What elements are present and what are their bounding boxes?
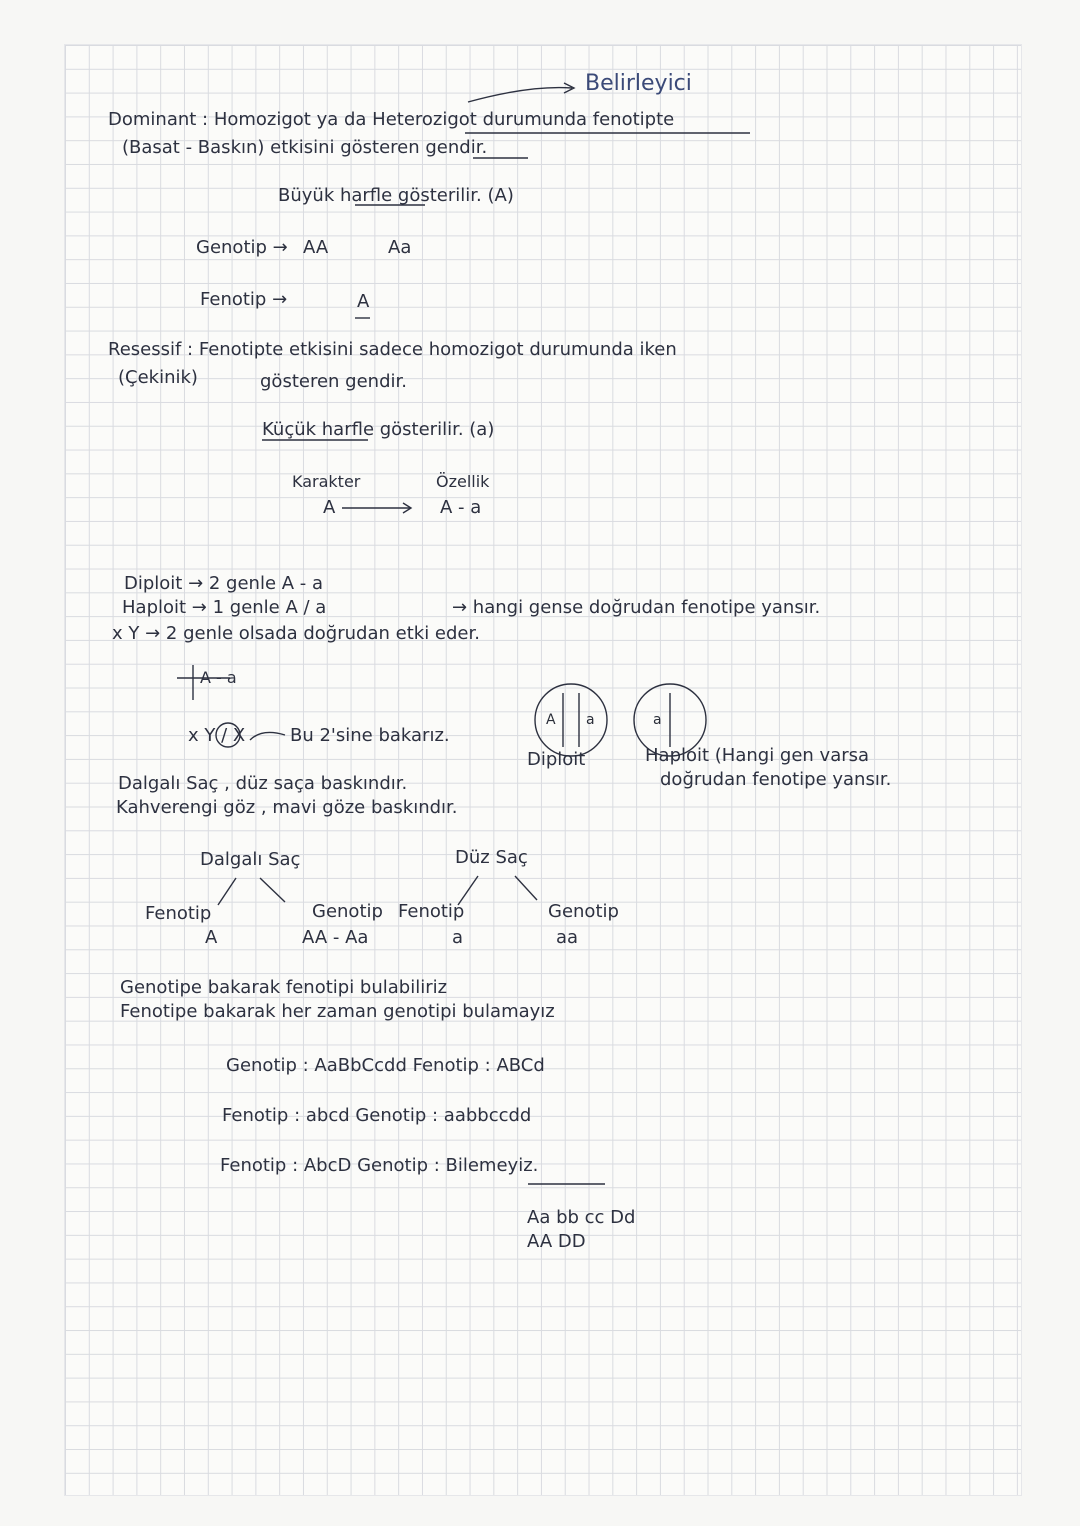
example-line-1: Dalgalı Saç , düz saça baskındır. bbox=[118, 773, 408, 794]
rule-example-3: Fenotip : AbcD Genotip : Bilemeyiz. bbox=[220, 1155, 539, 1176]
haploit-note: → hangi gense doğrudan fenotipe yansır. bbox=[452, 597, 821, 618]
karakter-value: A bbox=[323, 497, 336, 518]
chromosome-label: A - a bbox=[200, 668, 237, 687]
resessif-lowercase-note: Küçük harfle gösterilir. (a) bbox=[262, 419, 495, 440]
resessif-cekinik-label: (Çekinik) bbox=[118, 367, 198, 388]
belirleyici-note: Belirleyici bbox=[585, 71, 692, 96]
dominant-definition-line1: Dominant : Homozigot ya da Heterozigot durumunda fenotipte bbox=[108, 109, 675, 130]
duz-fenotip-value: a bbox=[452, 927, 464, 948]
rule-line-1: Genotipe bakarak fenotipi bulabiliriz bbox=[120, 977, 448, 998]
dalgali-fenotip-label: Fenotip bbox=[145, 903, 212, 924]
fenotip-label: Fenotip → bbox=[200, 289, 288, 310]
duz-genotip-value: aa bbox=[556, 927, 579, 948]
resessif-definition-line1: Resessif : Fenotipte etkisini sadece homozigot durumunda iken bbox=[108, 339, 677, 360]
genotip-value-1: AA bbox=[303, 237, 329, 258]
dalgali-genotip-value: AA - Aa bbox=[302, 927, 369, 948]
options-row-1: Aa bb cc Dd bbox=[527, 1207, 636, 1228]
diploit-cell-label: Diploit bbox=[527, 749, 586, 770]
fenotip-value: A bbox=[357, 291, 370, 312]
genotip-label: Genotip → bbox=[196, 237, 288, 258]
dalgali-genotip-label: Genotip bbox=[312, 901, 383, 922]
rule-example-1: Genotip : AaBbCcdd Fenotip : ABCd bbox=[226, 1055, 545, 1076]
options-row-2: AA DD bbox=[527, 1231, 586, 1252]
diploit-cell-allele-1: A bbox=[546, 712, 556, 728]
resessif-definition-line2: gösteren gendir. bbox=[260, 371, 407, 392]
rule-example-2: Fenotip : abcd Genotip : aabbccdd bbox=[222, 1105, 532, 1126]
haploit-cell-label-1: Haploit (Hangi gen varsa bbox=[645, 745, 870, 766]
dominant-uppercase-note: Büyük harfle gösterilir. (A) bbox=[278, 185, 514, 206]
ozellik-value: A - a bbox=[440, 497, 482, 518]
duz-fenotip-label: Fenotip bbox=[398, 901, 465, 922]
haploit-cell-allele: a bbox=[653, 712, 662, 728]
karakter-label: Karakter bbox=[292, 472, 361, 491]
example-line-2: Kahverengi göz , mavi göze baskındır. bbox=[116, 797, 458, 818]
haploit-line: Haploit → 1 genle A / a bbox=[122, 597, 327, 618]
duz-genotip-label: Genotip bbox=[548, 901, 619, 922]
diploit-cell-allele-2: a bbox=[586, 712, 595, 728]
xy-line: x Y → 2 genle olsada doğrudan etki eder. bbox=[112, 623, 480, 644]
xy-circle-text: x Y / X bbox=[188, 725, 246, 746]
duz-sac-heading: Düz Saç bbox=[455, 847, 528, 868]
rule-line-2: Fenotipe bakarak her zaman genotipi bulamayız bbox=[120, 1001, 555, 1022]
diploit-line: Diploit → 2 genle A - a bbox=[124, 573, 324, 594]
genotip-value-2: Aa bbox=[388, 237, 412, 258]
dalgali-fenotip-value: A bbox=[205, 927, 218, 948]
dalgali-sac-heading: Dalgalı Saç bbox=[200, 849, 301, 870]
ozellik-label: Özellik bbox=[436, 472, 490, 491]
xy-circle-note: Bu 2'sine bakarız. bbox=[290, 725, 450, 746]
dominant-definition-line2: (Basat - Baskın) etkisini gösteren gendir. bbox=[122, 137, 488, 158]
haploit-cell-label-2: doğrudan fenotipe yansır. bbox=[660, 769, 892, 790]
